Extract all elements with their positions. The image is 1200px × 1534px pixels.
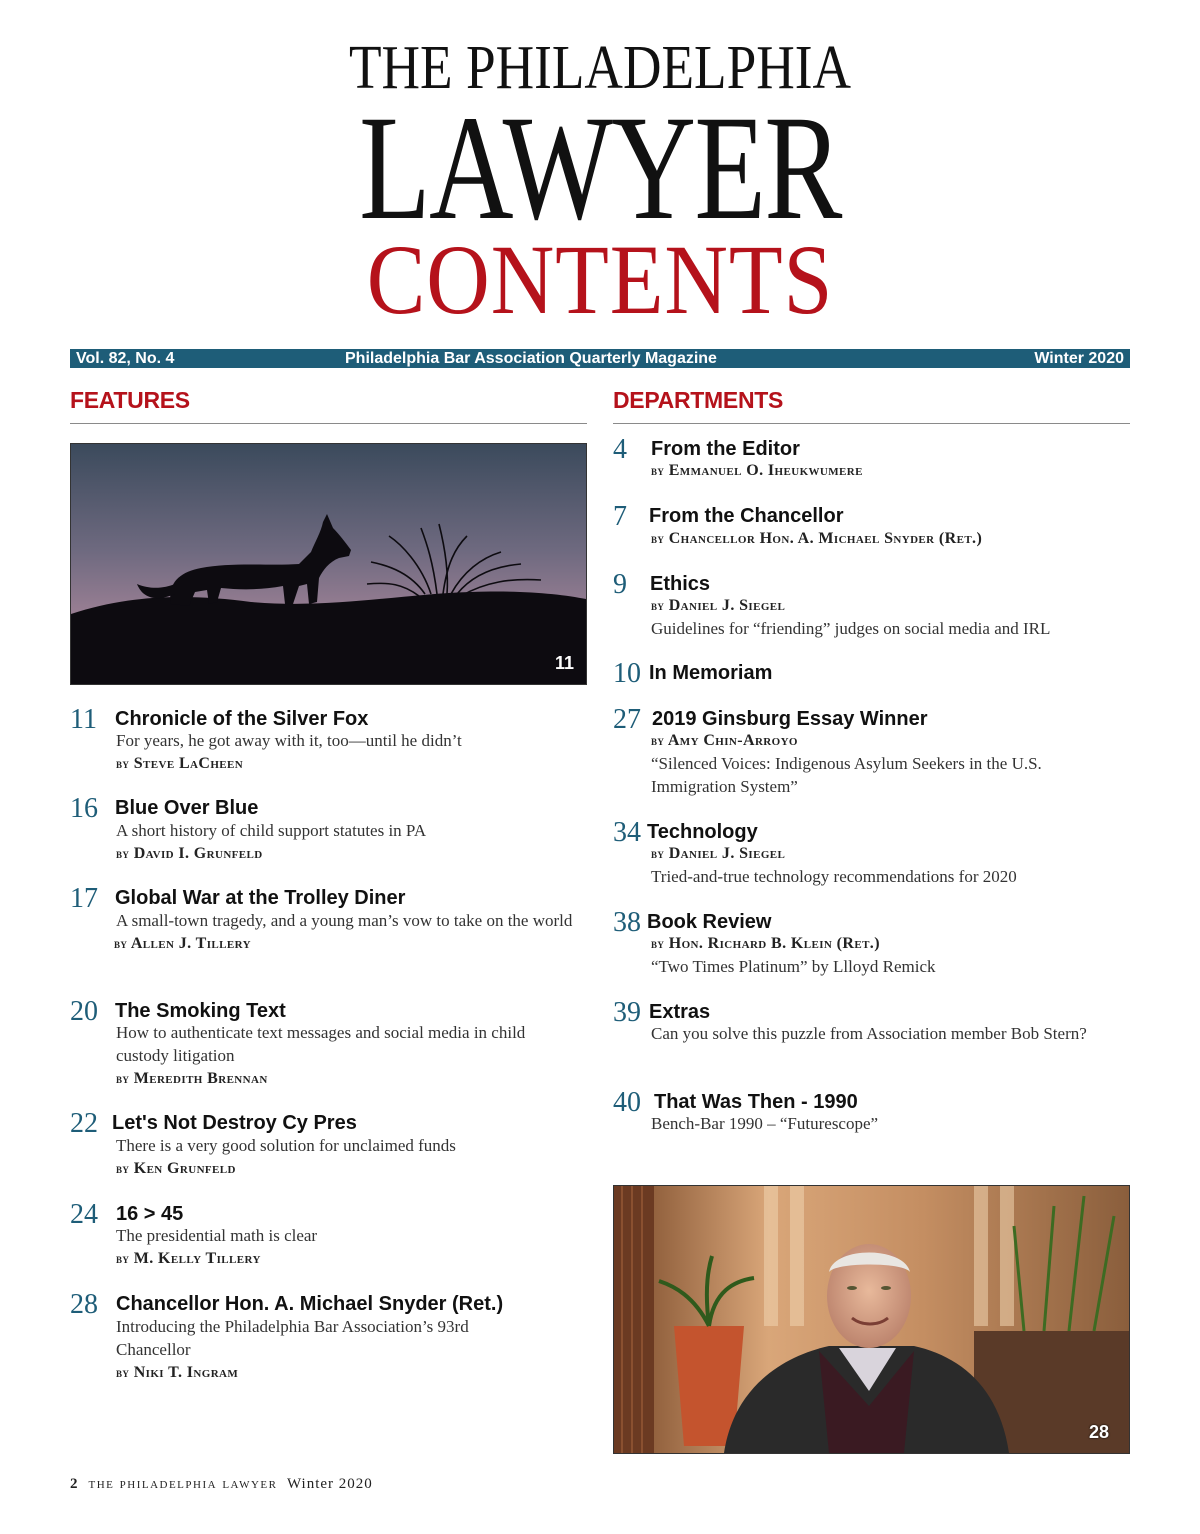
- department-title: From the Editor: [651, 438, 800, 460]
- department-description: Can you solve this puzzle from Association member Bob Stern?: [651, 1024, 1087, 1043]
- page-number: 9: [613, 569, 627, 600]
- article-description: Introducing the Philadelphia Bar Association’s 93rd Chancellor: [116, 1317, 469, 1359]
- footer-issue: Winter 2020: [287, 1476, 373, 1492]
- volume-number: Vol. 82, No. 4: [76, 350, 175, 367]
- page-number: 28: [70, 1289, 98, 1320]
- author-name: Daniel J. Siegel: [668, 845, 786, 862]
- author-name: David I. Grunfeld: [133, 845, 263, 862]
- photo-page-number: 28: [1088, 1422, 1109, 1442]
- article-title: 16 > 45: [116, 1203, 184, 1225]
- department-title: Extras: [649, 1001, 711, 1023]
- page-number: 40: [613, 1087, 641, 1118]
- author-name: Emmanuel O. Iheukwumere: [668, 462, 863, 479]
- page-number: 34: [613, 817, 641, 848]
- features-divider: [70, 423, 587, 424]
- byline: by Daniel J. Siegel: [651, 845, 786, 862]
- masthead-top: THE PHILADELPHIA: [348, 34, 852, 102]
- department-description: Tried-and-true technology recommendations for 2020: [651, 867, 1017, 886]
- article-description: A small-town tragedy, and a young man’s vow to take on the world: [116, 911, 573, 930]
- article-description: There is a very good solution for unclaimed funds: [116, 1136, 456, 1155]
- article-description: For years, he got away with it, too—until he didn’t: [116, 731, 462, 750]
- department-title: From the Chancellor: [649, 505, 844, 527]
- page-number: 4: [613, 434, 627, 465]
- byline: by Chancellor Hon. A. Michael Snyder (Ret.): [651, 530, 983, 547]
- byline: by Ken Grunfeld: [116, 1160, 236, 1177]
- department-description: “Two Times Platinum” by Llloyd Remick: [651, 957, 936, 976]
- byline: by Hon. Richard B. Klein (Ret.): [651, 935, 880, 952]
- page-number: 16: [70, 793, 98, 824]
- article-description: The presidential math is clear: [116, 1226, 318, 1245]
- byline: by Meredith Brennan: [116, 1070, 268, 1087]
- page-number: 27: [613, 704, 641, 735]
- byline: by Steve LaCheen: [116, 755, 244, 772]
- byline: by Allen J. Tillery: [114, 935, 251, 952]
- article-title: Chancellor Hon. A. Michael Snyder (Ret.): [116, 1293, 504, 1315]
- departments-heading: DEPARTMENTS: [613, 387, 784, 413]
- byline: by Daniel J. Siegel: [651, 597, 786, 614]
- article-title: Global War at the Trolley Diner: [115, 887, 406, 909]
- author-name: Niki T. Ingram: [133, 1364, 239, 1381]
- department-description: Guidelines for “friending” judges on social media and IRL: [651, 619, 1051, 638]
- article-title: The Smoking Text: [115, 1000, 286, 1022]
- byline: by Niki T. Ingram: [116, 1364, 239, 1381]
- page-number: 39: [613, 997, 641, 1028]
- chancellor-photo[interactable]: [613, 1185, 1130, 1454]
- article-title: Blue Over Blue: [115, 797, 259, 819]
- footer-page-number: 2: [70, 1476, 79, 1492]
- author-name: M. Kelly Tillery: [133, 1250, 261, 1267]
- issue-info-bar: [70, 349, 1130, 368]
- byline: by Emmanuel O. Iheukwumere: [651, 462, 863, 479]
- page-footer: [70, 1476, 373, 1493]
- department-title: That Was Then - 1990: [654, 1091, 858, 1113]
- page-number: 22: [70, 1108, 98, 1139]
- department-description: “Silenced Voices: Indigenous Asylum Seekers in the U.S. Immigration System”: [651, 754, 1042, 796]
- page-number: 20: [70, 996, 98, 1027]
- photo-page-number: 11: [554, 653, 574, 673]
- author-name: Meredith Brennan: [133, 1070, 268, 1087]
- byline: by David I. Grunfeld: [116, 845, 263, 862]
- author-name: Steve LaCheen: [133, 755, 244, 772]
- department-title: Ethics: [650, 573, 711, 595]
- page-number: 38: [613, 907, 641, 938]
- byline: by M. Kelly Tillery: [116, 1250, 261, 1267]
- department-description: Bench-Bar 1990 – “Futurescope”: [651, 1114, 879, 1133]
- page-number: 17: [70, 883, 98, 914]
- silver-fox-photo[interactable]: [70, 443, 587, 685]
- author-name: Amy Chin-Arroyo: [667, 732, 798, 749]
- fox-silhouette-image: [71, 444, 586, 684]
- page-number: 11: [70, 704, 97, 735]
- author-name: Hon. Richard B. Klein (Ret.): [668, 935, 880, 952]
- chancellor-portrait-image: [614, 1186, 1129, 1453]
- magazine-tagline: Philadelphia Bar Association Quarterly Magazine: [345, 350, 717, 367]
- features-heading: FEATURES: [70, 387, 190, 413]
- article-description: How to authenticate text messages and social media in child custody litigation: [116, 1023, 526, 1065]
- author-name: Allen J. Tillery: [130, 935, 251, 952]
- department-title: Technology: [647, 821, 758, 843]
- footer-publication: the philadelphia lawyer: [88, 1476, 278, 1492]
- page-number: 24: [70, 1199, 98, 1230]
- page-number: 10: [613, 658, 641, 689]
- author-name: Chancellor Hon. A. Michael Snyder (Ret.): [668, 530, 983, 547]
- article-description: A short history of child support statutes in PA: [116, 821, 427, 840]
- department-title: Book Review: [647, 911, 772, 933]
- article-title: Chronicle of the Silver Fox: [115, 708, 369, 730]
- issue-season: Winter 2020: [1034, 350, 1124, 367]
- article-title: Let's Not Destroy Cy Pres: [112, 1112, 357, 1134]
- departments-divider: [613, 423, 1130, 424]
- page-number: 7: [613, 501, 627, 532]
- department-title: In Memoriam: [649, 662, 773, 684]
- masthead-title: LAWYER: [359, 85, 841, 251]
- contents-heading: CONTENTS: [366, 224, 834, 335]
- department-title: 2019 Ginsburg Essay Winner: [652, 708, 928, 730]
- byline: by Amy Chin-Arroyo: [651, 732, 798, 749]
- author-name: Ken Grunfeld: [133, 1160, 236, 1177]
- author-name: Daniel J. Siegel: [668, 597, 786, 614]
